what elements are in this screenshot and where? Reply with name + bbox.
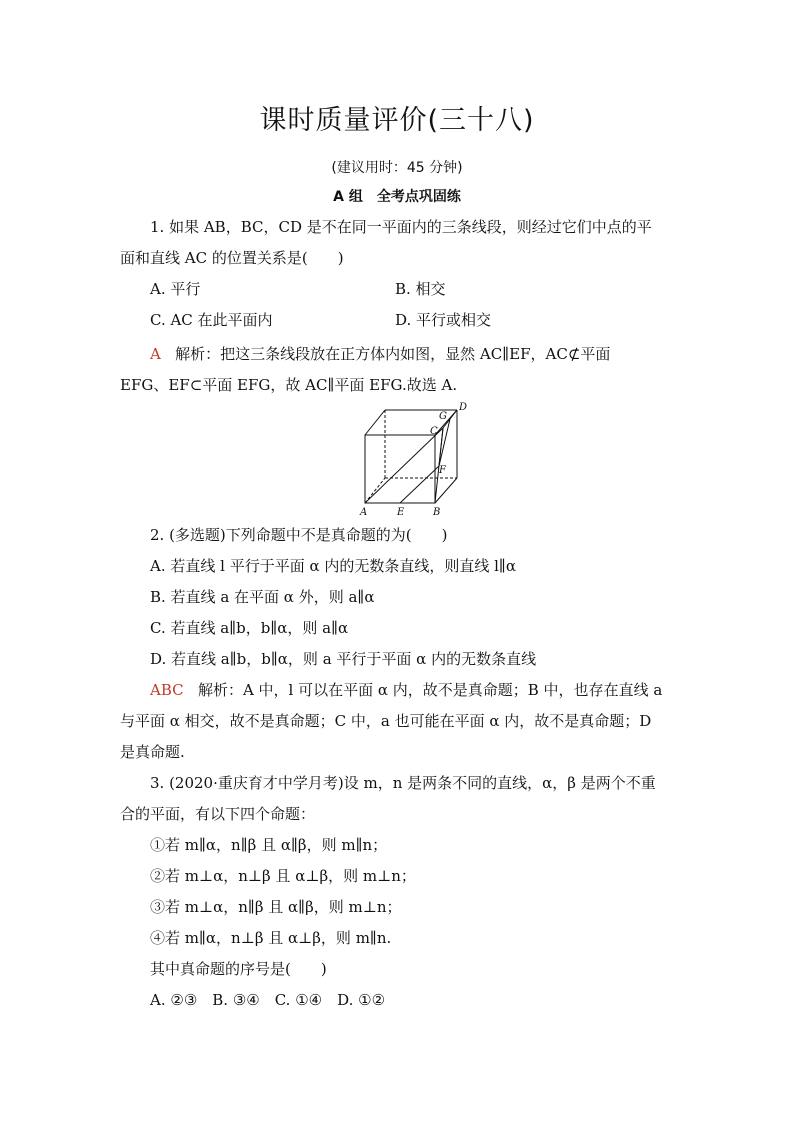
- q1-analysis-line1: [150, 344, 610, 364]
- q1-stem-line2: 面和直线 AC 的位置关系是( ): [120, 249, 344, 267]
- q3-proposition-2: ②若 m⊥α，n⊥β 且 α⊥β，则 m⊥n；: [150, 867, 416, 885]
- page-title: 课时质量评价(三十八): [259, 105, 535, 136]
- q1-analysis-text: 解析：把这三条线段放在正方体内如图，显然 AC∥EF，AC⊄平面: [175, 345, 611, 363]
- q3-stem-line2: 合的平面，有以下四个命题：: [120, 805, 316, 823]
- q3-options: A. ②③ B. ③④ C. ①④ D. ①②: [150, 991, 386, 1009]
- label-a: A: [360, 507, 368, 518]
- label-d: D: [459, 402, 468, 413]
- segment-ac: [365, 428, 443, 503]
- cube-figure: [355, 400, 475, 518]
- q1-analysis-line2: EFG、EF⊂平面 EFG，故 AC∥平面 EFG.故选 A.: [120, 376, 458, 394]
- q1-option-a: A. 平行: [150, 280, 201, 298]
- q1-option-c: C. AC 在此平面内: [150, 311, 273, 329]
- q2-analysis-text: 解析：A 中，l 可以在平面 α 内，故不是真命题；B 中，也存在直线 a: [197, 681, 663, 699]
- q1-stem-line1: 1. 如果 AB，BC，CD 是不在同一平面内的三条线段，则经过它们中点的平: [150, 218, 652, 236]
- q2-option-b: B. 若直线 a 在平面 α 外，则 a∥α: [150, 588, 375, 606]
- group-heading: A 组 全考点巩固练: [333, 189, 461, 205]
- q1-option-d: D. 平行或相交: [395, 311, 492, 329]
- segment-ef: [400, 466, 439, 503]
- time-hint: (建议用时：45 分钟): [331, 160, 463, 176]
- q3-proposition-4: ④若 m∥α，n⊥β 且 α⊥β，则 m∥n.: [150, 929, 392, 947]
- q1-answer: A: [150, 345, 161, 363]
- label-c: C: [430, 426, 438, 437]
- q2-stem: 2. (多选题)下列命题中不是真命题的为( ): [150, 526, 448, 544]
- q3-stem-line1: 3. (2020·重庆育才中学月考)设 m，n 是两条不同的直线，α，β 是两个不重: [150, 774, 656, 792]
- q2-option-a: A. 若直线 l 平行于平面 α 内的无数条直线，则直线 l∥α: [150, 557, 516, 575]
- q2-analysis-line3: 是真命题.: [120, 743, 185, 761]
- label-g: G: [439, 411, 447, 422]
- label-b: B: [433, 507, 441, 518]
- q3-ask: 其中真命题的序号是( ): [150, 960, 327, 978]
- q3-proposition-1: ①若 m∥α，n∥β 且 α∥β，则 m∥n；: [150, 836, 388, 854]
- q3-proposition-3: ③若 m⊥α，n∥β 且 α∥β，则 m⊥n；: [150, 898, 402, 916]
- q2-answer: ABC: [150, 681, 184, 699]
- label-f: F: [439, 465, 446, 476]
- q2-analysis-line2: 与平面 α 相交，故不是真命题；C 中，a 也可能在平面 α 内，故不是真命题；D: [120, 712, 652, 730]
- label-e: E: [397, 507, 405, 518]
- q2-option-d: D. 若直线 a∥b，b∥α，则 a 平行于平面 α 内的无数条直线: [150, 650, 537, 668]
- q2-analysis-line1: [150, 680, 662, 700]
- q1-option-b: B. 相交: [395, 280, 446, 298]
- q2-option-c: C. 若直线 a∥b，b∥α，则 a∥α: [150, 619, 349, 637]
